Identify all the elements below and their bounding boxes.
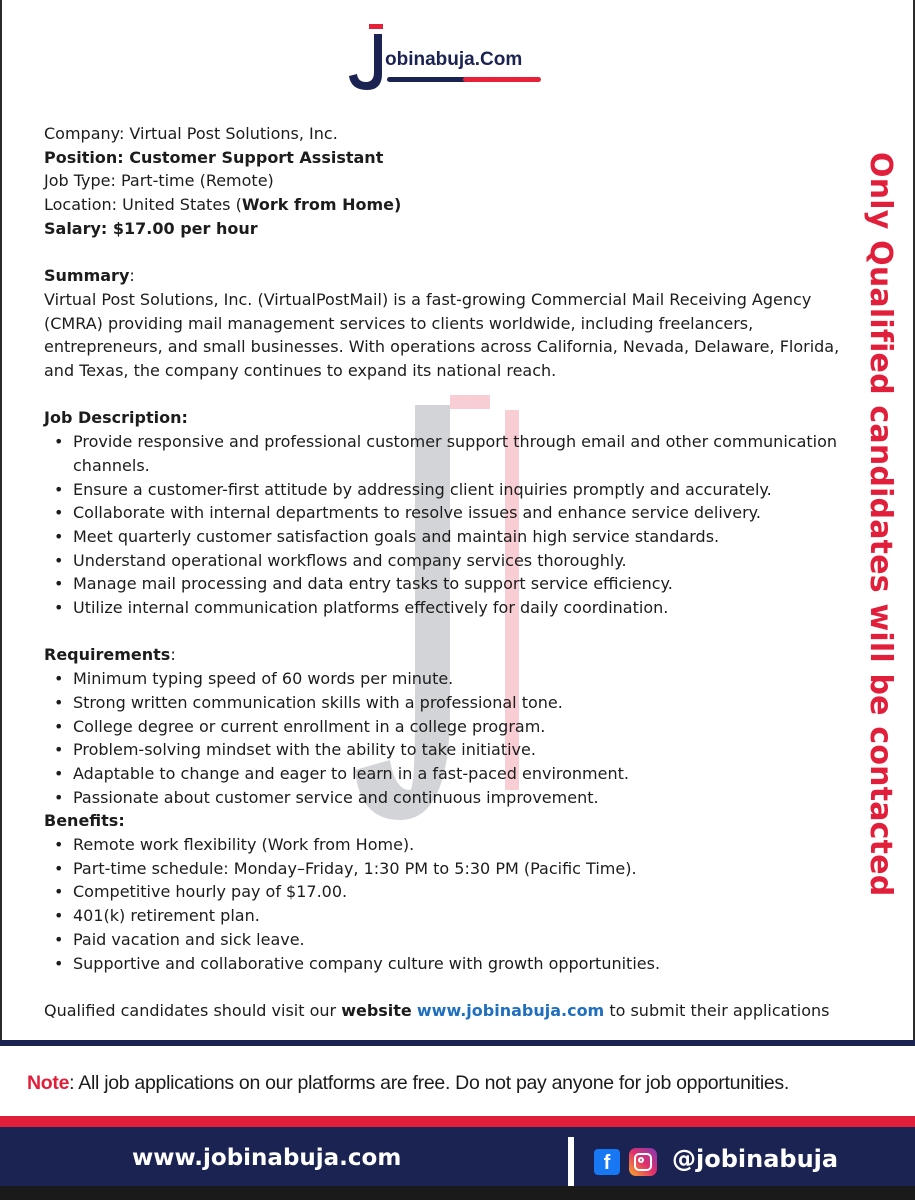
list-item: • Utilize internal communication platforms effectively for daily coordination. bbox=[44, 596, 844, 620]
list-item: • College degree or current enrollment in a college program. bbox=[44, 715, 844, 739]
list-item: • Remote work flexibility (Work from Home). bbox=[44, 833, 844, 857]
company-line: Company: Virtual Post Solutions, Inc. bbox=[44, 124, 338, 143]
logo-wordmark: obinabuja.Com bbox=[385, 49, 523, 70]
footer bbox=[0, 1040, 915, 1200]
footer-red-band bbox=[0, 1116, 915, 1127]
note-strip bbox=[0, 1046, 915, 1116]
left-border bbox=[0, 0, 2, 1040]
location-prefix: Location: United States ( bbox=[44, 195, 242, 215]
side-banner: Only Qualified candidates will be contacted bbox=[863, 152, 898, 897]
job-posting bbox=[44, 122, 844, 1023]
list-item: • Minimum typing speed of 60 words per minute. bbox=[44, 667, 844, 691]
bottom-edge bbox=[0, 1186, 915, 1200]
list-item: • Understand operational workflows and company services thoroughly. bbox=[44, 549, 844, 573]
list-item: • Passionate about customer service and continuous improvement. bbox=[44, 786, 844, 810]
list-item: • Meet quarterly customer satisfaction goals and maintain high service standards. bbox=[44, 525, 844, 549]
requirements-heading: Requirements: bbox=[44, 645, 176, 665]
brand-logo bbox=[345, 22, 555, 97]
list-item: • Adaptable to change and eager to learn in a fast-paced environment. bbox=[44, 762, 844, 786]
job-description-list bbox=[44, 430, 844, 620]
note-label: Note bbox=[27, 1072, 70, 1094]
list-item: • 401(k) retirement plan. bbox=[44, 904, 844, 928]
job-description-heading: Job Description: bbox=[44, 408, 188, 428]
position-line: Position: Customer Support Assistant bbox=[44, 147, 384, 167]
benefits-list bbox=[44, 833, 844, 975]
list-item: • Ensure a customer-first attitude by addressing client inquiries promptly and accurately. bbox=[44, 478, 844, 502]
footer-website-link[interactable]: www.jobinabuja.com bbox=[132, 1145, 402, 1171]
list-item: • Paid vacation and sick leave. bbox=[44, 928, 844, 952]
facebook-icon[interactable]: f bbox=[594, 1149, 620, 1175]
list-item: • Supportive and collaborative company culture with growth opportunities. bbox=[44, 952, 844, 976]
job-type-line: Job Type: Part-time (Remote) bbox=[44, 171, 274, 191]
logo-underline-red bbox=[463, 77, 541, 82]
instagram-icon[interactable] bbox=[629, 1148, 657, 1176]
location-bold: Work from Home) bbox=[241, 195, 402, 215]
note-text: Note: All job applications on our platforms are free. Do not pay anyone for job opportunities. bbox=[27, 1072, 789, 1094]
cta-line: Qualified candidates should visit our website www.jobinabuja.com to submit their applications bbox=[44, 1000, 830, 1020]
summary-text: Virtual Post Solutions, Inc. (VirtualPostMail) is a fast-growing Commercial Mail Receiving Agency (CMRA) providing mail management services to clients worldwide, including freelancers, entrepreneurs, and small businesses. With operations across California, Nevada, Delaware, Florida, and Texas, the company continues to expand its national reach. bbox=[44, 289, 840, 381]
salary-line: Salary: $17.00 per hour bbox=[44, 218, 258, 238]
list-item: • Provide responsive and professional customer support through email and other communication channels. bbox=[44, 430, 844, 477]
requirements-list bbox=[44, 667, 844, 809]
list-item: • Problem-solving mindset with the ability to take initiative. bbox=[44, 738, 844, 762]
location-line bbox=[44, 193, 844, 217]
list-item: • Manage mail processing and data entry tasks to support service efficiency. bbox=[44, 572, 844, 596]
cta-website-word: website bbox=[341, 1000, 412, 1020]
list-item: • Strong written communication skills with a professional tone. bbox=[44, 691, 844, 715]
list-item: • Competitive hourly pay of $17.00. bbox=[44, 880, 844, 904]
website-link[interactable]: www.jobinabuja.com bbox=[416, 1000, 605, 1020]
benefits-heading: Benefits: bbox=[44, 811, 125, 831]
list-item: • Collaborate with internal departments to resolve issues and enhance service delivery. bbox=[44, 501, 844, 525]
social-handle[interactable]: @jobinabuja bbox=[672, 1145, 839, 1173]
list-item: • Part-time schedule: Monday–Friday, 1:30 PM to 5:30 PM (Pacific Time). bbox=[44, 857, 844, 881]
summary-heading: Summary: bbox=[44, 266, 135, 286]
